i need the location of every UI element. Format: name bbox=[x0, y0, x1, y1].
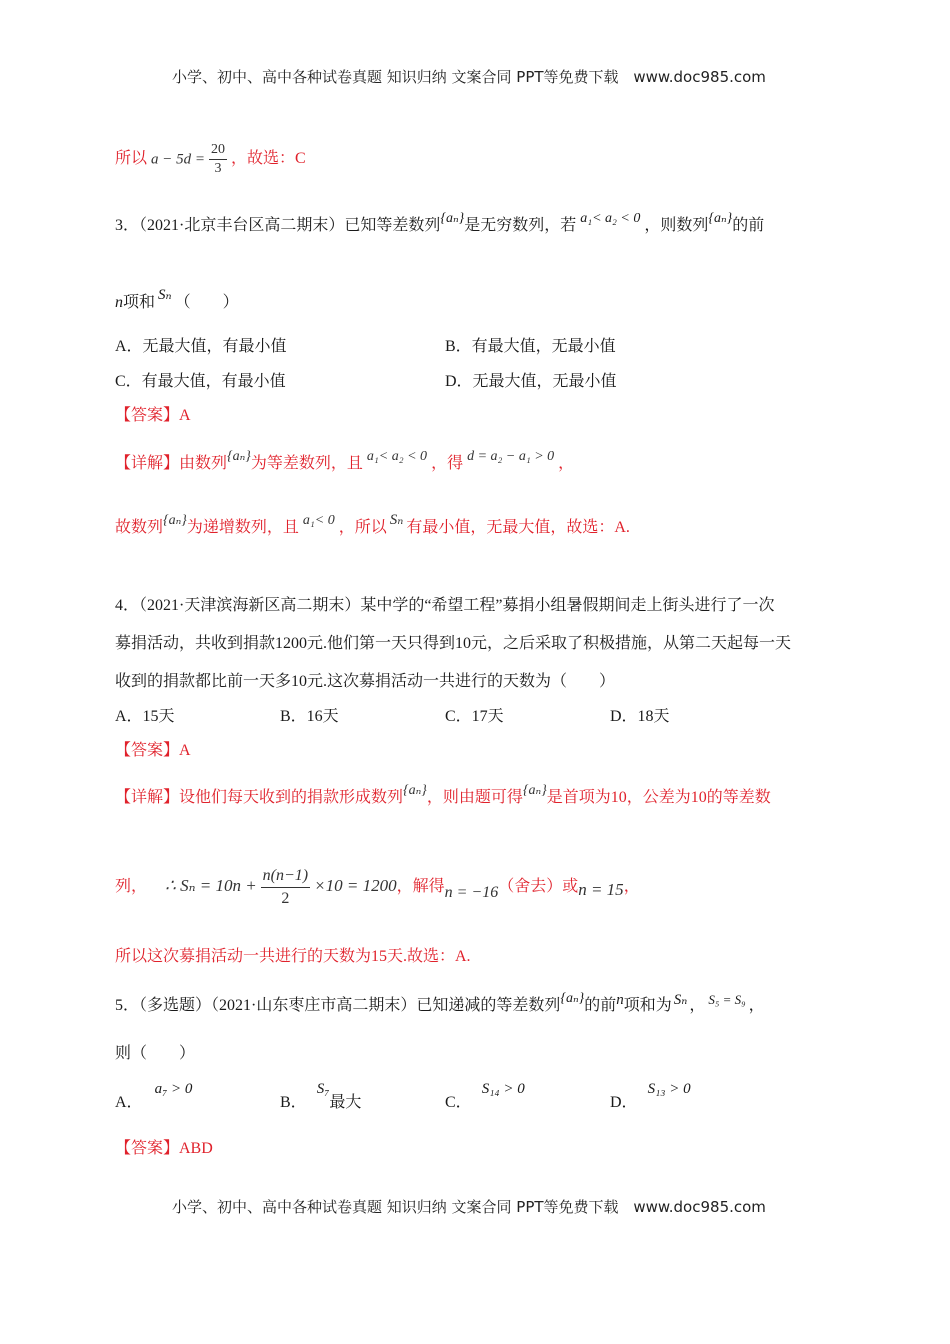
q4-d2-d: ， bbox=[623, 878, 640, 895]
q5-opt-d-expr: S₁₃ > 0 bbox=[647, 1081, 691, 1097]
q5-text-a: 5．（多选题）（2021·山东枣庄市高二期末）已知递减的等差数列 bbox=[115, 997, 561, 1014]
q5-opt-a-label: A． bbox=[115, 1094, 143, 1111]
q3-option-b: B．有最大值，无最小值 bbox=[445, 338, 616, 355]
q5-cond: S₅ = S₉ bbox=[708, 992, 746, 1007]
q3-detail-label: 【详解】 bbox=[115, 455, 180, 472]
q3-cond: a₁< a₂ < 0 bbox=[580, 211, 641, 226]
prev-expr: a − 5d = bbox=[151, 151, 206, 168]
q5-option-c bbox=[445, 1074, 525, 1118]
q4-d1-a: 设他们每天收到的捐款形成数列 bbox=[179, 789, 404, 806]
q5-text-b: 的前 bbox=[584, 997, 617, 1014]
q3-d2-a: 故数列 bbox=[115, 519, 164, 536]
q3-d2-d: 有最小值，无最大值，故选：A. bbox=[406, 519, 630, 536]
q3-d1-a: 由数列 bbox=[179, 455, 228, 472]
footer-text: 小学、初中、高中各种试卷真题 知识归纳 文案合同 PPT等免费下载 bbox=[172, 1198, 619, 1216]
q3-d1-d: ， bbox=[558, 455, 575, 472]
q3-d1-c: ，得 bbox=[431, 455, 464, 472]
q4-stem-line2: 募捐活动，共收到捐款1200元.他们第一天只得到10元，之后采取了积极措施，从第二天起每一天 bbox=[115, 635, 792, 652]
q3-n: n bbox=[115, 294, 123, 311]
prev-conclusion bbox=[115, 138, 306, 180]
q3-stem-line1 bbox=[115, 204, 764, 241]
prev-tail: ，故选：C bbox=[231, 150, 306, 167]
q4-d2-expr3: n = −16 bbox=[444, 884, 499, 901]
q3-seq: {aₙ} bbox=[440, 211, 465, 226]
q3-stem-line2 bbox=[115, 280, 239, 318]
q4-d1-b: ，则由题可得 bbox=[426, 789, 523, 806]
q3-d1-b: 为等差数列，且 bbox=[250, 455, 363, 472]
q3-d2-cond: a₁< 0 bbox=[302, 513, 335, 528]
q5-seq: {aₙ} bbox=[560, 991, 585, 1006]
prev-frac-den: 3 bbox=[214, 160, 222, 176]
q5-opt-b-tail: 最大 bbox=[329, 1094, 362, 1111]
q4-d2-c: （舍去）或 bbox=[498, 878, 579, 895]
q3-d2-seq: {aₙ} bbox=[163, 513, 187, 528]
q4-detail-line2 bbox=[115, 856, 640, 923]
q4-option-b: B．16天 bbox=[280, 708, 339, 725]
q4-d1-c: 是首项为10，公差为10的等差数 bbox=[546, 789, 771, 806]
q5-opt-b-expr: S₇ bbox=[316, 1081, 330, 1097]
prev-fraction bbox=[209, 141, 227, 178]
q5-stem-line2: 则（ ） bbox=[115, 1045, 196, 1062]
q4-d2-frac-den: 2 bbox=[281, 889, 290, 907]
q3-option-a: A．无最大值，有最小值 bbox=[115, 338, 287, 355]
q4-stem-line3: 收到的捐款都比前一天多10元.这次募捐活动一共进行的天数为（ ） bbox=[115, 673, 616, 690]
q4-d1-seq: {aₙ} bbox=[403, 783, 427, 798]
q5-text-e: ， bbox=[748, 997, 765, 1014]
q3-text-b: 是无穷数列，若 bbox=[464, 217, 577, 234]
q3-seq-2: {aₙ} bbox=[708, 211, 733, 226]
q5-opt-d-label: D． bbox=[610, 1094, 638, 1111]
q4-d2-frac-num: n(n−1) bbox=[261, 865, 310, 888]
q3-text-e: 项和 bbox=[123, 294, 156, 311]
q4-d2-a: 列， bbox=[115, 878, 148, 895]
q3-answer: 【答案】A bbox=[115, 407, 191, 424]
q4-detail-line1 bbox=[115, 776, 771, 813]
prev-lead: 所以 bbox=[115, 150, 148, 167]
q5-text-c: 项和为 bbox=[623, 997, 672, 1014]
q3-d2-c: ，所以 bbox=[338, 519, 387, 536]
q5-option-d bbox=[610, 1074, 691, 1118]
q4-d1-seq-2: {aₙ} bbox=[522, 783, 547, 798]
q4-option-c: C．17天 bbox=[445, 708, 504, 725]
q4-answer: 【答案】A bbox=[115, 742, 191, 759]
q5-opt-c-label: C． bbox=[445, 1094, 472, 1111]
q3-d1-seq: {aₙ} bbox=[227, 449, 251, 464]
q3-option-d: D．无最大值，无最小值 bbox=[445, 373, 617, 390]
q3-paren: （ ） bbox=[174, 294, 239, 311]
page-header bbox=[172, 66, 766, 87]
q3-d1-cond: a₁< a₂ < 0 bbox=[366, 449, 428, 464]
q5-answer: 【答案】ABD bbox=[115, 1140, 213, 1157]
header-text: 小学、初中、高中各种试卷真题 知识归纳 文案合同 PPT等免费下载 bbox=[172, 68, 619, 86]
q3-d2-sn: Sₙ bbox=[389, 512, 404, 528]
q4-d2-b: ，解得 bbox=[396, 878, 445, 895]
q5-n: n bbox=[616, 992, 624, 1008]
q3-text-c: ，则数列 bbox=[644, 217, 709, 234]
q4-detail-label: 【详解】 bbox=[115, 789, 180, 806]
q5-text-d: ， bbox=[689, 997, 706, 1014]
q4-detail-line3: 所以这次募捐活动一共进行的天数为15天.故选：A. bbox=[115, 948, 471, 965]
q5-opt-a-expr: a₇ > 0 bbox=[154, 1081, 193, 1097]
q5-option-b bbox=[280, 1074, 361, 1118]
q4-d2-expr1: ∴ Sₙ = 10n + bbox=[165, 876, 257, 895]
q3-sn: Sₙ bbox=[158, 287, 172, 303]
q3-text-a: 3．（2021·北京丰台区高二期末）已知等差数列 bbox=[115, 217, 441, 234]
q4-d2-fraction bbox=[261, 865, 310, 910]
q5-opt-b-label: B． bbox=[280, 1094, 307, 1111]
q5-option-a bbox=[115, 1074, 192, 1118]
q3-text-d: 的前 bbox=[732, 217, 765, 234]
page-footer bbox=[172, 1196, 766, 1217]
q3-option-c: C．有最大值，有最小值 bbox=[115, 373, 286, 390]
q4-d2-expr4: n = 15 bbox=[578, 880, 624, 899]
header-site[interactable]: www.doc985.com bbox=[633, 68, 766, 86]
q3-d1-expr: d = a₂ − a₁ > 0 bbox=[467, 449, 555, 464]
q3-d2-b: 为递增数列，且 bbox=[186, 519, 299, 536]
q4-stem-line1: 4．（2021·天津滨海新区高二期末）某中学的“希望工程”募捐小组暑假期间走上街头进行了一次 bbox=[115, 597, 775, 614]
q3-detail-line1 bbox=[115, 442, 574, 479]
q3-detail-line2 bbox=[115, 505, 630, 543]
q5-sn: Sₙ bbox=[673, 992, 688, 1008]
q4-d2-expr2: ×10 = 1200 bbox=[314, 876, 397, 895]
q5-opt-c-expr: S₁₄ > 0 bbox=[481, 1081, 525, 1097]
q4-option-d: D．18天 bbox=[610, 708, 670, 725]
q4-option-a: A．15天 bbox=[115, 708, 175, 725]
q5-stem-line1 bbox=[115, 984, 765, 1021]
prev-frac-num: 20 bbox=[209, 141, 227, 160]
footer-site[interactable]: www.doc985.com bbox=[633, 1198, 766, 1216]
